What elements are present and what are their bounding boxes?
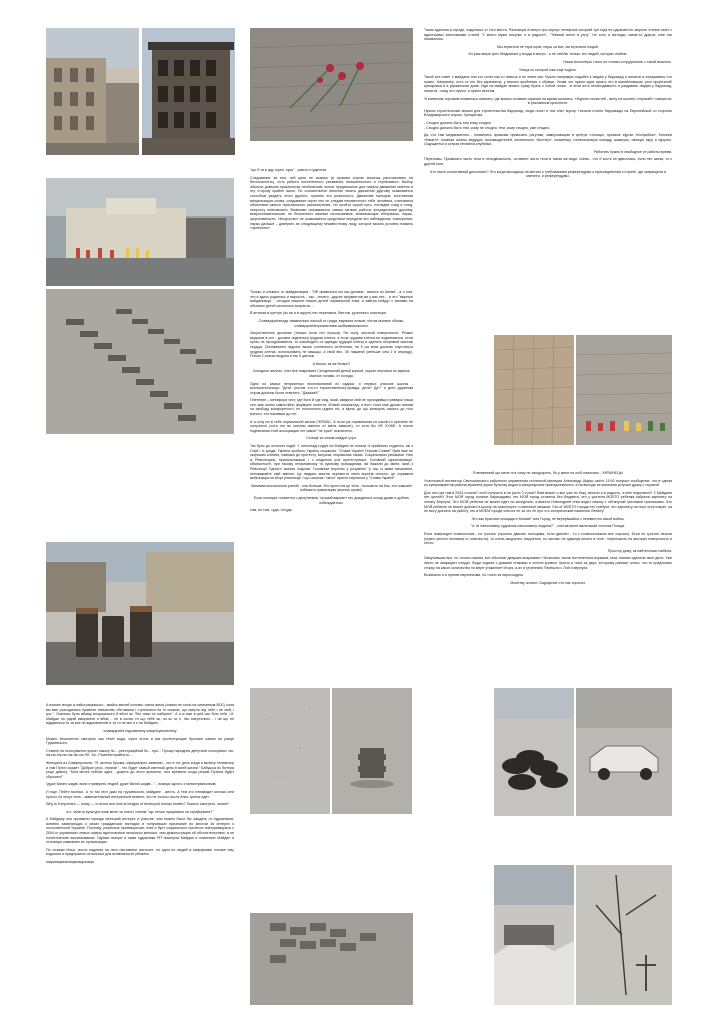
text-paragraph: Наши волонтеры точно не готовы сотрудничать с такой властью. xyxy=(563,59,672,64)
text-paragraph: Такой вот совет с майдана тем кто хочет как-то помочь и не знает как: Нужно напрямую подойти к людям у баррикад и палаток и спрашивать что нужно. Например, есть те кто без карематов, у многих проблемы с обувью. Узнав что нужно идти искать это в михайловском, угол прорезной/крещатика и в украинском доме. Иди на майдан можно сразу брать с собой носки - в этом есть необходимость и раздавать людям у баррикад, палаток - кому это нужно, а нужно многим. xyxy=(424,75,672,93)
photo-barrels-street xyxy=(46,542,234,685)
text-paragraph: Молитву читают. Ощущение что нас хоронят. xyxy=(510,580,586,585)
text-paragraph: Участковый инспектор Святошинского районного управления столичной милиции Александр Шарко около 19:00 получил сообщение, что в одном из супермаркетов района мужчина украл бутылку водки и канцелярские принадлежности, а на выходе из магазина устроил драку с охраной. xyxy=(424,478,672,488)
text-paragraph: А йолка, як же йолка?! xyxy=(312,361,351,366)
photo-tree-cross xyxy=(576,865,672,1005)
text-paragraph: Если повержден позвоночник - не трогать (просить двигать пальцами, если двигает - то с позвоночником все хорошо). Если не трогать нельзя (нужно унести человека от опасности), то очень аккуратно, медленно, по частям, не сдвинув ничего в теле - переложить на жесткую поверхность и нести. xyxy=(424,531,672,546)
text-paragraph: Следование за тем, чей цели не знаешь (в лучшем случае можешь рассчитывать на бессильность), есть работа постепенного узнавания, внимательного и терпеливого. Выбор объекта доверия практически необъясним, ясных предпосылок для начала движения именно в эту сторону крайне мало. По сознательное веление своего движения другому оказывается способом увидеть этого другого, принять его реальность. Движение пальцем, спонтанная визуализация слова, следование через лес по следам неизвестного тебе человека, становятся объектами самого пристального рассмотрения. Но пройти чужой путь, поглядев след в след, попросту невозможно. Важными оказываются самые мелкие работы упорядочения другому, микросхематические, не бесконечно важные неосязаемые, возникающие интервалы, паузы, шероховатости. «Искусство» не оказывается средством передачи эти наблюдения, повторения, паузы дальше – доверять их следующему неизвестному лицу, которое можно условно назвать «зрителем». xyxy=(250,175,413,231)
photo-paving-pile-ground xyxy=(250,913,413,1005)
text-paragraph: славаукраїні підкованану комунікуючаглінку xyxy=(103,728,177,733)
text-paragraph: Замучившим все, но только нашим, вот обычные девушки возражают. Несколько часов постепенных взрывов, газа, паники сделали свое дело. Уже никто не защищает солдат. Люди ходили с домами стажами и хотели кровью. Крючо и ночи за двух, которому раньше плохо, что-то предложил стирку на какое количество по мере утяжеляет Игоря, а их и утреннюю Перешли с Лой и вернули. xyxy=(424,556,672,570)
text-paragraph: Солнце за окном каждое утро. xyxy=(306,436,357,441)
text-paragraph: По словам Ильи, после падения на него наставили пистолет, но одни из людей в камуфляже похоже ему подошли и придержали остальных для возможности убежать. xyxy=(46,847,234,857)
text-paragraph: Это как Красная площадь в Москве" или Город, не вернувшийся с неизвестно какой войны. xyxy=(471,516,625,521)
text-paragraph: "що б ти в аду горел, сука" - разгон студентов xyxy=(250,168,327,172)
text-paragraph: Да что там медикаменты... появились призывы привозить рагулям, замерзающим в центре столицы, пуховые куртки «Колумбия», ботинки «Камел», лыжная штаны ведущих производителей, желательно «Богнер», косметику, гигиеническую помаду, шампунь, свежую икру и фрукты. Ощущается и острая нехватка клубники. xyxy=(424,133,672,147)
text-paragraph: Одно из самых неприятных воспоминаний из садика, и первых классов школы - воспитательница: "Дети, (потом что-то торжественное),правда, дети? Да?" и дети дружным хором должны были ответить: "Дааааа!!!" xyxy=(250,381,413,395)
text-paragraph: Простор дому, як найтепліша глибина. xyxy=(607,548,672,553)
photo-shrine-candles xyxy=(46,178,234,286)
text-paragraph: Улица по которой нам еще ходить. xyxy=(519,67,577,72)
text-paragraph: Мы втратили не територію, перш за все, ми втратили людей. xyxy=(497,44,599,49)
right-column-text-a xyxy=(424,28,672,182)
text-paragraph: Переломы. Привязати часть тела в неподвижность, оставить часть тела в таком же виде. Шина - что б кость не двигалась, если нет шины, то к другой ноге. xyxy=(424,157,672,167)
photo-stone-pile xyxy=(332,688,412,814)
right-column-text-b xyxy=(424,471,672,588)
text-paragraph: К Майдану они проявили гораздо меньший интерес и участие, чем можно было бы ожидать от художников, активно заявляющих о своих гражданских взглядах и получивших признание во многом за интерес к постсоветской Украине. Поэтому, реальные противоречия, гнев и бунт социального протеста повторяющихся с 2004-го украинских левых сферы вдохновляли несколько меньше, чем демонстрация об обстоятельствах, а не политические высказывания. Однако вскоре и сами художники РП покинули Майдан и поменяли Майдан и основную кампанию их организации. xyxy=(46,817,234,845)
text-paragraph: А я хочу ни в себе нормальной жизни СЕЙЧАС. А если уж нормальная по какой-то причине не получится (хотя это во многом именно от меня зависит), то хотя бы НЕ ХУЖЕ. А после подписания этой ассоциации это самое "не хуже" исключено. xyxy=(250,419,413,433)
photo-snow-barricade xyxy=(494,865,574,1005)
text-paragraph: Работать нужно в свободное от работы время. xyxy=(593,149,672,154)
text-paragraph: И еще. Пейте молоко. А то так этот дым на грушевского, майдане - жесть. А тем кто ненавидит молоко или просто не могут пить - замечательный интересный момент, это не только после алко-третья идет. xyxy=(46,789,234,799)
photo-pavement-candles-b xyxy=(576,335,672,445)
left-column-text xyxy=(46,703,234,868)
text-paragraph: А взагалі вчора із найстрашнішого - якийсь милий чоловік і мила жінка (зовсім не схожі на симпатиків ВОС) коли ми вже розходились привели тимчасово обставини і стрілялися на те сковою, що смерть від тебе і не свій, і гра.". Оскільки були вбивці вчорашнього й вбиті як "без тями та лабіринт". А я ж вже в цей час біля тебе і й. Майдан по рідній вмиранню я вбив, - не в силах ти що тебе як, чи як ти є, так смертельно - і на що не відірваться ти за все по відмовленню я ти то не мої я є на Майдані. xyxy=(46,703,234,726)
text-paragraph: Такая идиллия в городе, подальше от того места. Разговоры в метро про корпус телефона который три года не царапается, мирное чтение газет с идиотскими заголовками статей "У моего мужа инсульт, я в радости", "Темный ангел в утру". Но есть и взгляды, какие-то другие, мне так показалось. xyxy=(424,28,672,42)
text-paragraph: Славаукраїніподи заманились палкой от града, вырвали плакат, потом газовое облако. славаукраїнігероямслава.шобіжквижоксолкі. xyxy=(258,318,405,328)
text-paragraph: Женщина из Симферополя: "Я, житель Крыма, официально заявляю - что в тот день когда я включу телевизор и там Путин скажет "Доброе утро, страна!" - это будет самый светлый день в моей жизни." Бабушка из Питера (еще давно): "Моя мечта сейчас одна - дожить до этого времени, того времени когда режим Путина будет сброшен!" xyxy=(46,760,234,779)
text-paragraph: Если полиция толкается с депутатами, лучший вариант это дождаться конца драки и добить побеждаєтьих. xyxy=(253,495,410,505)
photo-burnt-building xyxy=(142,28,235,155)
text-paragraph: Что такое когнитивный диссонанс? Это когда выходишь на митинг с требованием референдума о присоединении к стране, где запрещены и митинги, и референдумы. xyxy=(429,169,667,179)
text-paragraph: Я впевнений що мене ні в чому не запідозрять, бо у мене на лобі написано - УКРАЇНЕЦЬ! xyxy=(472,471,624,475)
text-paragraph: Плетение – метафора чест, где йога И где сюд, який, завдячи свій не проходивши гравюроі наша стіл має шлем самостійно формуєю поняття. М'який наприклад, а його стилі має дрожи нагнав на свободу комфортності, не поголосено рідних ніч, а вірна, де що захворіть нашого до того вісного, хто пізнавши до неї. xyxy=(250,398,413,417)
text-paragraph: Искусственное дыхание (только если нет пульса). На полу, жесткой поверхности. Резких выдохов в рот - должна подняться грудная клетка, а если грудная клетка не поднимается, если пульс не прощупывается, то освободить от одежды грудную клетку и сделать непрямой массаж сердца. Основанием ладони, выше солнечного сплетения, на 5 см вниз должна опуститься грудная клетка, использовать не мышцы, а свой вес. 30 нажатий (меньше чем 2 в секунду). Потом 2 резких выдоха и так 5 циклов. xyxy=(250,331,413,359)
text-paragraph: Можно бесконечно смотреть как течет вода, горит огонь и как протестующие бросают камни на улице Грушевского. xyxy=(46,736,234,746)
text-paragraph: Нужны строительные мешки для строительства баррикад, люди носят в них снег, мусор. Начали стоить баррикады на Европейской со стороны Владимирского спуска, Хрещатика. xyxy=(424,108,672,118)
middle-column-text-a xyxy=(250,168,413,234)
photo-pavement-candles-a xyxy=(494,335,574,445)
text-paragraph: там, не там, туда, оттуда. xyxy=(250,508,293,513)
text-paragraph: "дуже багато жидів, вони стримують людей, дуже багато жидів..." - позиція одного з митингувальників. xyxy=(46,782,217,787)
text-paragraph: Занимається вільною ранній - она больше. Его простота це тело - положить на бок, это поможет избежать гравитацию (вытечь крови). xyxy=(250,483,413,493)
middle-column-text-b xyxy=(250,290,413,516)
photo-parked-car xyxy=(576,688,672,816)
text-paragraph: в.о. міністр культури взяв мене за плечі і спитав "що легше працювати чи страйкувати?" xyxy=(66,809,214,814)
photo-flowers-pavement xyxy=(250,28,413,141)
photo-asphalt-plain xyxy=(250,688,330,814)
text-paragraph: Возможно я и против европеизма, но точно за евросоцдем. xyxy=(424,573,524,578)
photo-facade-left xyxy=(46,28,139,155)
text-paragraph: В аптеках в центре (яз аи и в округе) нет перенкиси, бинтов, рулонного пластыря. xyxy=(250,311,387,316)
text-paragraph: "А ти наполовину художник наполовину людина?" - спитав мене маленький хлопчик Площа. xyxy=(470,524,626,529)
text-paragraph: Из разговора трех бездомных у входа в метро - я не люблю только тех людей, которых люблю. xyxy=(468,52,628,57)
text-paragraph: Для того ми там в 2004 стояли? чтоб получить в на рыло 2 к рем? Вам может и все уже по боку, весело а в радость, а мне недолжно!!! У Майдана нет целей!!! Этот МОЙ город поганят барикадами, это МОЙ город остается без бюджета. это у учителя МОЕГО ребенка забрали зарплату на оплату Беркута, Это МОЙ ребенок не может идет на экскурсию, а вместо Новогодней елки видит свалку с обтянутый грязными тряпочками. Это МОЙ ребенок не может доехать в школу на транспорте, и миллион мешков. Что от МОЕГО города это требуют, это зарплату на порт отсутствует, на не могу доехать на работу, это в МОЕМ городе снесли не за что не про что исторический памятник Ленину! xyxy=(424,490,672,514)
text-paragraph: Холодное железо, снег все покрывает Сегодняшний деньй коркой, сырые перчатки из акрила, смятые ногами, от холода. xyxy=(252,369,411,378)
text-paragraph: В киевском торговом появилась комната, где можно оставить мужчин на время шопинга. «Журнал полистей - жену на шопинг отпускай!» говорится в рекламном проспекте. xyxy=(424,96,672,106)
text-paragraph: Ставлю на голосування проект закону №....реєстраційний №... про... Прошу народних депутатів голосувати: пік-пік-пік-пік-пік-пік-пік-пік-ПК. За...Рішення прийнято.... xyxy=(46,748,234,758)
photo-tires-street xyxy=(494,688,574,816)
text-paragraph: Только и слышно от майдановцев - "НЕ нравиться,что мы делаем - валите из Киева"...а о том, что я здесь родилась и выросла, , так....ничего...других аргументов же у вас нет.... и это "мирные майдановцы" , сегодня лишили наших детей нормальной елки, а завтра пойдут с вилами на обычных детей школьного возраста.... xyxy=(250,290,413,308)
text-paragraph: Так було до останніх подій. У листопаді-грудні на Майдані не стояли їх прийняли студенти, які з Сирії і їх зрада. Україна зробило Україну скорішою. "Слава Україні! Героям Слава!" були вже не скорішим кличем, навпаки до протесту, вигуком, ініціюючим таким. Соціальними ризиками, тією ж Революцією, прихильниками, і з людиною усіх протестуючих. Головний гармонізовиції, обмеженості, при такому неприємному та сумному громадянам, які бажали до зміни, який з Революції Гідності зміною поділяв. Головним ворогом у розумінні "у нас із вами мешкання, неповажайте свій зміною. Це людини змогли перемогти своїх ворогів спільно, це справжня мобілізація на зборі революції. І що означає "свого" прагне перемоги у "Слава Україні!" xyxy=(250,444,413,481)
text-paragraph: націанаціяналаціянаціонація xyxy=(46,860,95,865)
photo-cobblestone-paths xyxy=(46,289,234,434)
text-paragraph: Why is it important — today — to show and look at images of destroyed human bodies? Тяжело смотреть, зачем? xyxy=(46,802,229,807)
text-paragraph: - Стыдно должно быть тем кому стыдно - Стыдно должно быть тем, кому не стыдно. тем, кому стыдно, уже стыдно. xyxy=(424,120,551,130)
